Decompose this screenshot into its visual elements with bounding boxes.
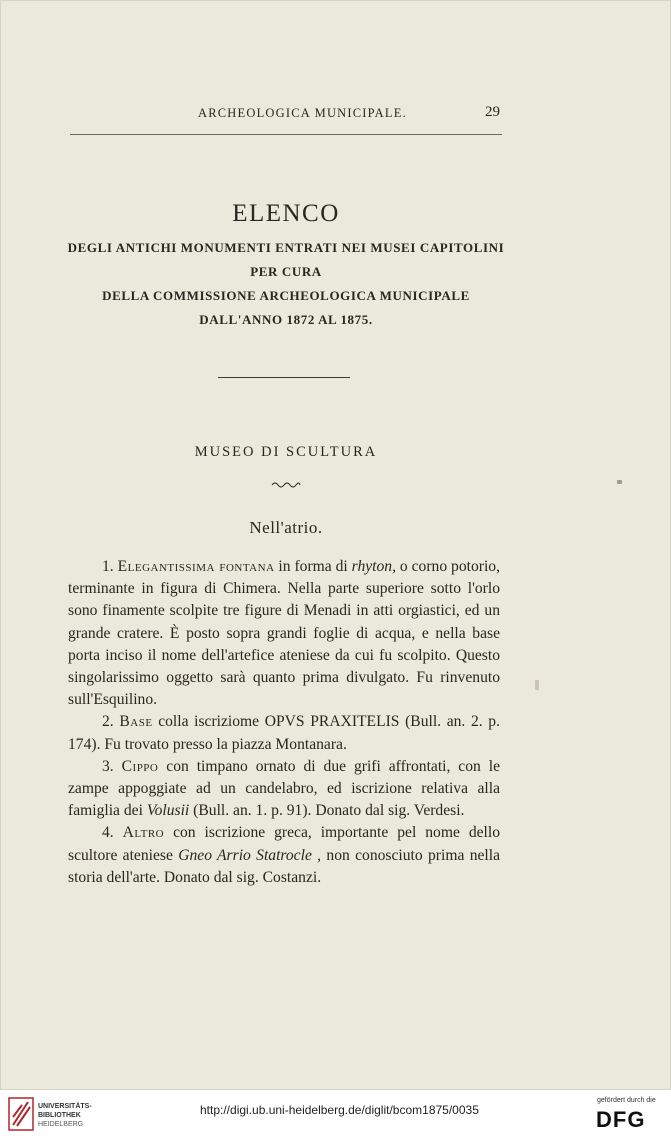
- entry-list: [68, 556, 500, 889]
- library-name-line: BIBLIOTHEK: [38, 1112, 81, 1119]
- subsection-heading: Nell'atrio.: [249, 518, 323, 537]
- running-header: [70, 104, 502, 135]
- wave-ornament: [271, 480, 301, 488]
- entry-lead: Base: [119, 713, 153, 731]
- entry: [68, 711, 500, 755]
- university-library-logo-icon: [8, 1097, 34, 1131]
- subtitle-line: DALL'ANNO 1872 AL 1875.: [199, 312, 373, 327]
- entry: [68, 556, 500, 711]
- entry-lead: Elegantissima fontana: [117, 558, 275, 575]
- entry-number: 2.: [102, 713, 114, 731]
- entry-text: o corno potorio, terminante in figura di Chimera. Nella parte superiore sotto l'orlo sono finamente scolpite tre figure di Menadi in atti orgiastici, ed un grande cratere. È posto sopra grandi foglie di acqua, e nella base porta inciso il nome dell'artefice ateniese da cui fu scolpito. Questo singolarissimo oggetto sarà quanto prima divulgato. Fu rinvenuto sull'Esquilino.: [68, 558, 500, 709]
- entry-lead: Altro: [122, 824, 165, 842]
- entry-lead: Cippo: [121, 757, 159, 775]
- paper-speck: [535, 680, 539, 690]
- document-title: ELENCO: [232, 200, 340, 227]
- dfg-logo: DFG: [596, 1107, 646, 1132]
- funded-by-label: gefördert durch die: [597, 1097, 656, 1104]
- permalink-url[interactable]: http://digi.ub.uni-heidelberg.de/diglit/bcom1875/0035: [200, 1103, 479, 1117]
- subtitle-line: DEGLI ANTICHI MONUMENTI ENTRATI NEI MUSEI CAPITOLINI: [67, 240, 505, 255]
- running-title: ARCHEOLOGICA MUNICIPALE.: [198, 106, 407, 120]
- entry-number: 4.: [102, 824, 114, 842]
- entry-text: con iscrizione greca, importante pel nome dello scultore ateniese: [68, 824, 500, 864]
- page-number: 29: [485, 104, 500, 120]
- entry-number: 3.: [102, 757, 114, 775]
- subtitle-line: DELLA COMMISSIONE ARCHEOLOGICA MUNICIPALE: [102, 288, 470, 303]
- entry-number: 1.: [102, 558, 114, 575]
- entry-text: in forma di: [274, 558, 352, 575]
- entry: [68, 822, 500, 889]
- entry-text: con timpano ornato di due grifi affrontati, con le zampe appoggiate ad un candelabro, ed iscrizione relativa alla famiglia dei: [68, 757, 500, 820]
- entry: [68, 756, 500, 823]
- section-heading: MUSEO DI SCULTURA: [194, 444, 378, 460]
- entry-italic: Volusii: [146, 802, 190, 820]
- title-rule: [218, 377, 350, 378]
- paper-speck: [617, 480, 622, 484]
- title-block: [60, 200, 512, 332]
- entry-italic: Gneo Arrio Statrocle ,: [178, 846, 322, 864]
- entry-text: (Bull. an. 1. p. 91). Donato dal sig. Verdesi.: [189, 802, 465, 820]
- library-name-line: HEIDELBERG: [38, 1121, 84, 1128]
- entry-text: non conosciuto prima nella storia dell'arte. Donato dal sig. Costanzi.: [68, 846, 500, 886]
- library-name-line: UNIVERSITÄTS-: [38, 1103, 92, 1110]
- subtitle-line: PER CURA: [250, 264, 322, 279]
- entry-italic: rhyton,: [351, 558, 397, 575]
- entry-text: colla iscriziome OPVS PRAXITELIS (Bull. an. 2. p. 174). Fu trovato presso la piazza Montanara.: [68, 713, 501, 753]
- library-name: [38, 1102, 92, 1129]
